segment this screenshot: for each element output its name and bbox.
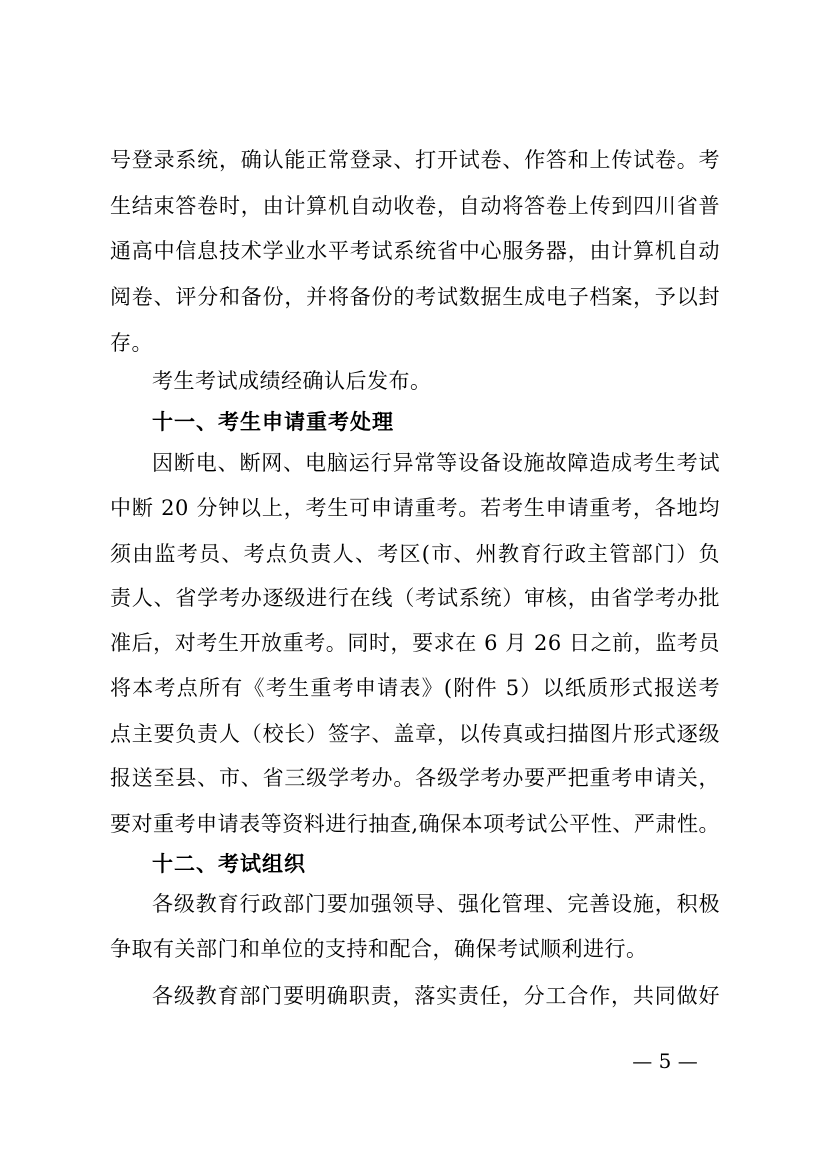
text-line: 通高中信息技术学业水平考试系统省中心服务器，由计算机自动 [110, 239, 720, 263]
text-line: 阅卷、评分和备份，并将备份的考试数据生成电子档案，予以封 [110, 285, 720, 309]
text-line: 各级教育行政部门要加强领导、强化管理、完善设施，积极 [152, 892, 720, 916]
text-line: 号登录系统，确认能正常登录、打开试卷、作答和上传试卷。考 [110, 148, 720, 172]
text-line: 中断 20 分钟以上，考生可申请重考。若考生申请重考，各地均 [110, 496, 720, 520]
text-line: 将本考点所有《考生重考申请表》(附件 5）以纸质形式报送考 [110, 676, 720, 700]
text-line: 准后，对考生开放重考。同时，要求在 6 月 26 日之前，监考员 [110, 631, 720, 655]
text-line: 考生考试成绩经确认后发布。 [152, 369, 432, 393]
text-line: 生结束答卷时，由计算机自动收卷，自动将答卷上传到四川省普 [110, 194, 720, 218]
text-line: 报送至县、市、省三级学考办。各级学考办要严把重考申请关， [110, 766, 720, 790]
text-line: 责人、省学考办逐级进行在线（考试系统）审核，由省学考办批 [110, 586, 720, 610]
text-line: 各级教育部门要明确职责，落实责任，分工合作，共同做好 [152, 984, 720, 1008]
text-line: 争取有关部门和单位的支持和配合，确保考试顺利进行。 [110, 937, 648, 961]
text-line: 因断电、断网、电脑运行异常等设备设施故障造成考生考试 [152, 451, 720, 475]
text-line: 存。 [110, 331, 153, 355]
section-heading: 十一、考生申请重考处理 [152, 410, 394, 434]
text-line: 要对重考申请表等资料进行抽查,确保本项考试公平性、严肃性。 [110, 812, 720, 836]
page-number: — 5 — [632, 1049, 698, 1073]
text-line: 点主要负责人（校长）签字、盖章，以传真或扫描图片形式逐级 [110, 722, 720, 746]
section-heading: 十二、考试组织 [152, 852, 306, 876]
text-line: 须由监考员、考点负责人、考区(市、州教育行政主管部门）负 [110, 542, 720, 566]
